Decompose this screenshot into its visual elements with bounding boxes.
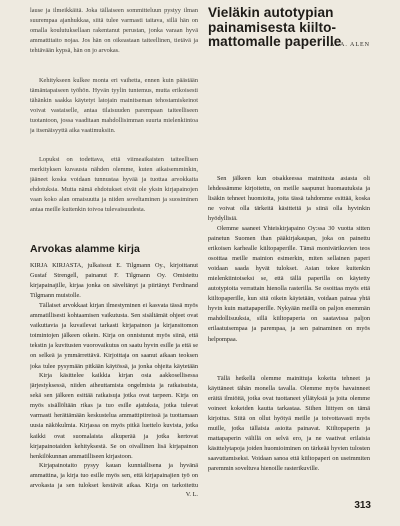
article-paragraph-2: Olemme saaneet Yhteiskirjapaino Oy:ssa 30 vuotta sitten painetun Suomen ihan pääkirjakaupan, joka on painettu erikoisen karhealle kiiltopaperille. Tämä monivärikuvien teos osoittaa meille mainion esimerkin, miten sellainen paperi voidaan saada hyvät tulokset. Asian tekee kuitenkin mielenkiintoiseksi se, että tällä paperilla on käytetty autotypioita verrattain hienolla rasterilla. Se osoittaa myös että kiiltopaperille, kun sitä oikein käytetään, voidaan painaa yhtä hyvin kuin mattapaperille. Nykyään meillä on paljon enemmän mahdollisuuksia, sillä kiiltopaperia on saatavissa paljon erilaatuisempaa ja parempaa, ja sen painaminen on myös helpompaa. — [208, 224, 370, 343]
left-column — [30, 6, 198, 498]
article-paragraph-3: Tällä hetkellä olemme mainittuja kokeita tehneet ja käyttäneet tähän monella tavalla. Olemme myös havainneet eräitä ilmiöitä, jotka ovat tuottaneet yllätyksiä ja joita olemme voineet kokeiden kautta tarkastaa. Siihen liittyen on tämä kirjoitus. Siitä on ollut hyötyä meille ja toivottavasti myös muille, jotka tällaisia asioita painavat. Kiiltopaperin ja mattapaperin välillä on selvä ero, ja ne vaativat erilaisia käsittelytapoja joiden huomioiminen on tärkeää hyvien tulosten saavuttamiseksi. Voidaan sanoa että kiiltopaperi on useimmiten paremmin soveltuva hienoille rasterikuville. — [208, 374, 370, 473]
article-paragraph-1: Sen jälkeen kun otsakkeessa mainitusta asiasta oli lehdessämme kirjoitettu, on meille saapunut huomautuksia ja lisäkin tehneet huomioita, joita tässä tahdomme esittää, koska ne voivat olla tärkeitä käsitteitä ja siinä olla hyvinkin hyödyllisiä. — [208, 174, 370, 222]
intro-paragraph-1: lause ja ilmeikkäitä. Joka tällaiseen sommitteluun pystyy ilman suurempaa ajanhukkaa, siitä tulee varmasti taitava, sillä hän on omalla koulutuksellaan rakentanut perustan, jonka varaan hyvä ammattitaito nojaa. Jos hän on oikeastaan taiteellinen, tietävä ja tehtävään kypsä, hän on jo arvokas. — [30, 7, 198, 55]
page-number: 313 — [354, 500, 371, 511]
book-review-heading: Arvokas alamme kirja — [30, 243, 140, 255]
intro-paragraph-2: Kehitykseen kulkee monta eri vaihetta, ennen kuin päästään tämäntapaiseen työhön. Hyvän tyylin tuntemus, mutta erikoisesti tähänkin saakka käytetyt latojain mainitseman tehostamiskeinot voivat vastaiselle, antaa tilaisuuden parempaan taiteelliseen tuotantoon, jossa vaaditaan mahdollisimman suurta mielenkiintoa ja itsenäisyyttä aika vaatimuksiin. — [30, 77, 198, 135]
book-review-paragraph-1: Tällaiset arvokkaat kirjan ilmestyminen ei kasvata tässä myös ammatillisesti kohtaamisen vaikutusta. Sen sisältämät ohjeet ovat vaikuttavia ja kuvailevat tarkasti kirjapainon ja kirjansitomon toimintojen jälkeen oikein. Kirja on onnistunut myös siinä, että tekstin ja kuvitusten vuorovaikutus on saatu hyvin esille ja että se on selkeä ja ymmärrettävä. Kirjoittaja on saanut aikaan teoksen joka tulee pysymään pitkään käytössä, ja jonka ohjeita käytetään — [30, 302, 198, 370]
column-spacer — [30, 225, 198, 243]
book-review-signature: V. L. — [185, 491, 198, 498]
article-author: A. A. ALEN — [330, 41, 370, 48]
book-citation: KIRJA KIRJASTA, julkaissut E. Tilgmann Oy., kirjoittanut Gustaf Strengell, painanut F. Tilgmann Oy. Omistettu kirjapainajille, kirjaa jonka on säveltänyt ja piirtänyt Ferdinand Tilgmann muistolle. — [30, 262, 198, 300]
article-title-line-1: Vieläkin autotypian — [208, 5, 334, 20]
right-column — [208, 6, 370, 524]
closing-paragraph: Lopuksi on todettava, että viimeaikaisten taiteellisen merkityksen kuvausta nähden olemme, kuten aikaisemminkin, jääneet koska voidaan tunnustaa hyvää ja tuottaa arvokkaita ehdotuksia. Mutta nämä ehdotukset eivät ole yksin kirjapainojen vaan koko alan omaisuutta ja niiden soveltaminen ja suosiminen antaa meille kuitenkin toivoa tulevaisuudesta. — [30, 156, 198, 214]
book-review-paragraph-2: Kirja käsittelee kaikkia kirjan osia aakkosellisessa järjestyksessä, niiden aiheuttamista ongelmista ja ratkaisuista, sekä sen jälkeen esittää ratkaisuja jotka ovat tarpeen. Kirja on myös sisällöltään rikas ja tuo esille ajatuksia, jotka tulevat varmasti herättämään keskustelua ammattipiireissä ja tuottamaan uusia näkökulmia. Kirjassa on myös pitkä luettelo kuvista, jotka kaikki ovat suomalaista alkuperää ja jotka kertovat kirjapainotaidon kehityksestä. Se on oivallinen lisä kirjapainon henkilökunnan ammatilliseen kirjastoon. — [30, 372, 198, 460]
book-review-paragraph-3: Kirjapainotaito pysyy kauan kunniallisena ja hyvänä ammattina, ja kirja tuo esille myös sen, että kirjapainajien työ on arvokasta ja sen tulokset kestävät aikaa. Kirja on tarkoitettu — [30, 462, 198, 490]
article-title-line-2: painamisesta kiilto- — [208, 19, 337, 35]
article-title-line-3: mattomalle paperille — [208, 34, 342, 49]
